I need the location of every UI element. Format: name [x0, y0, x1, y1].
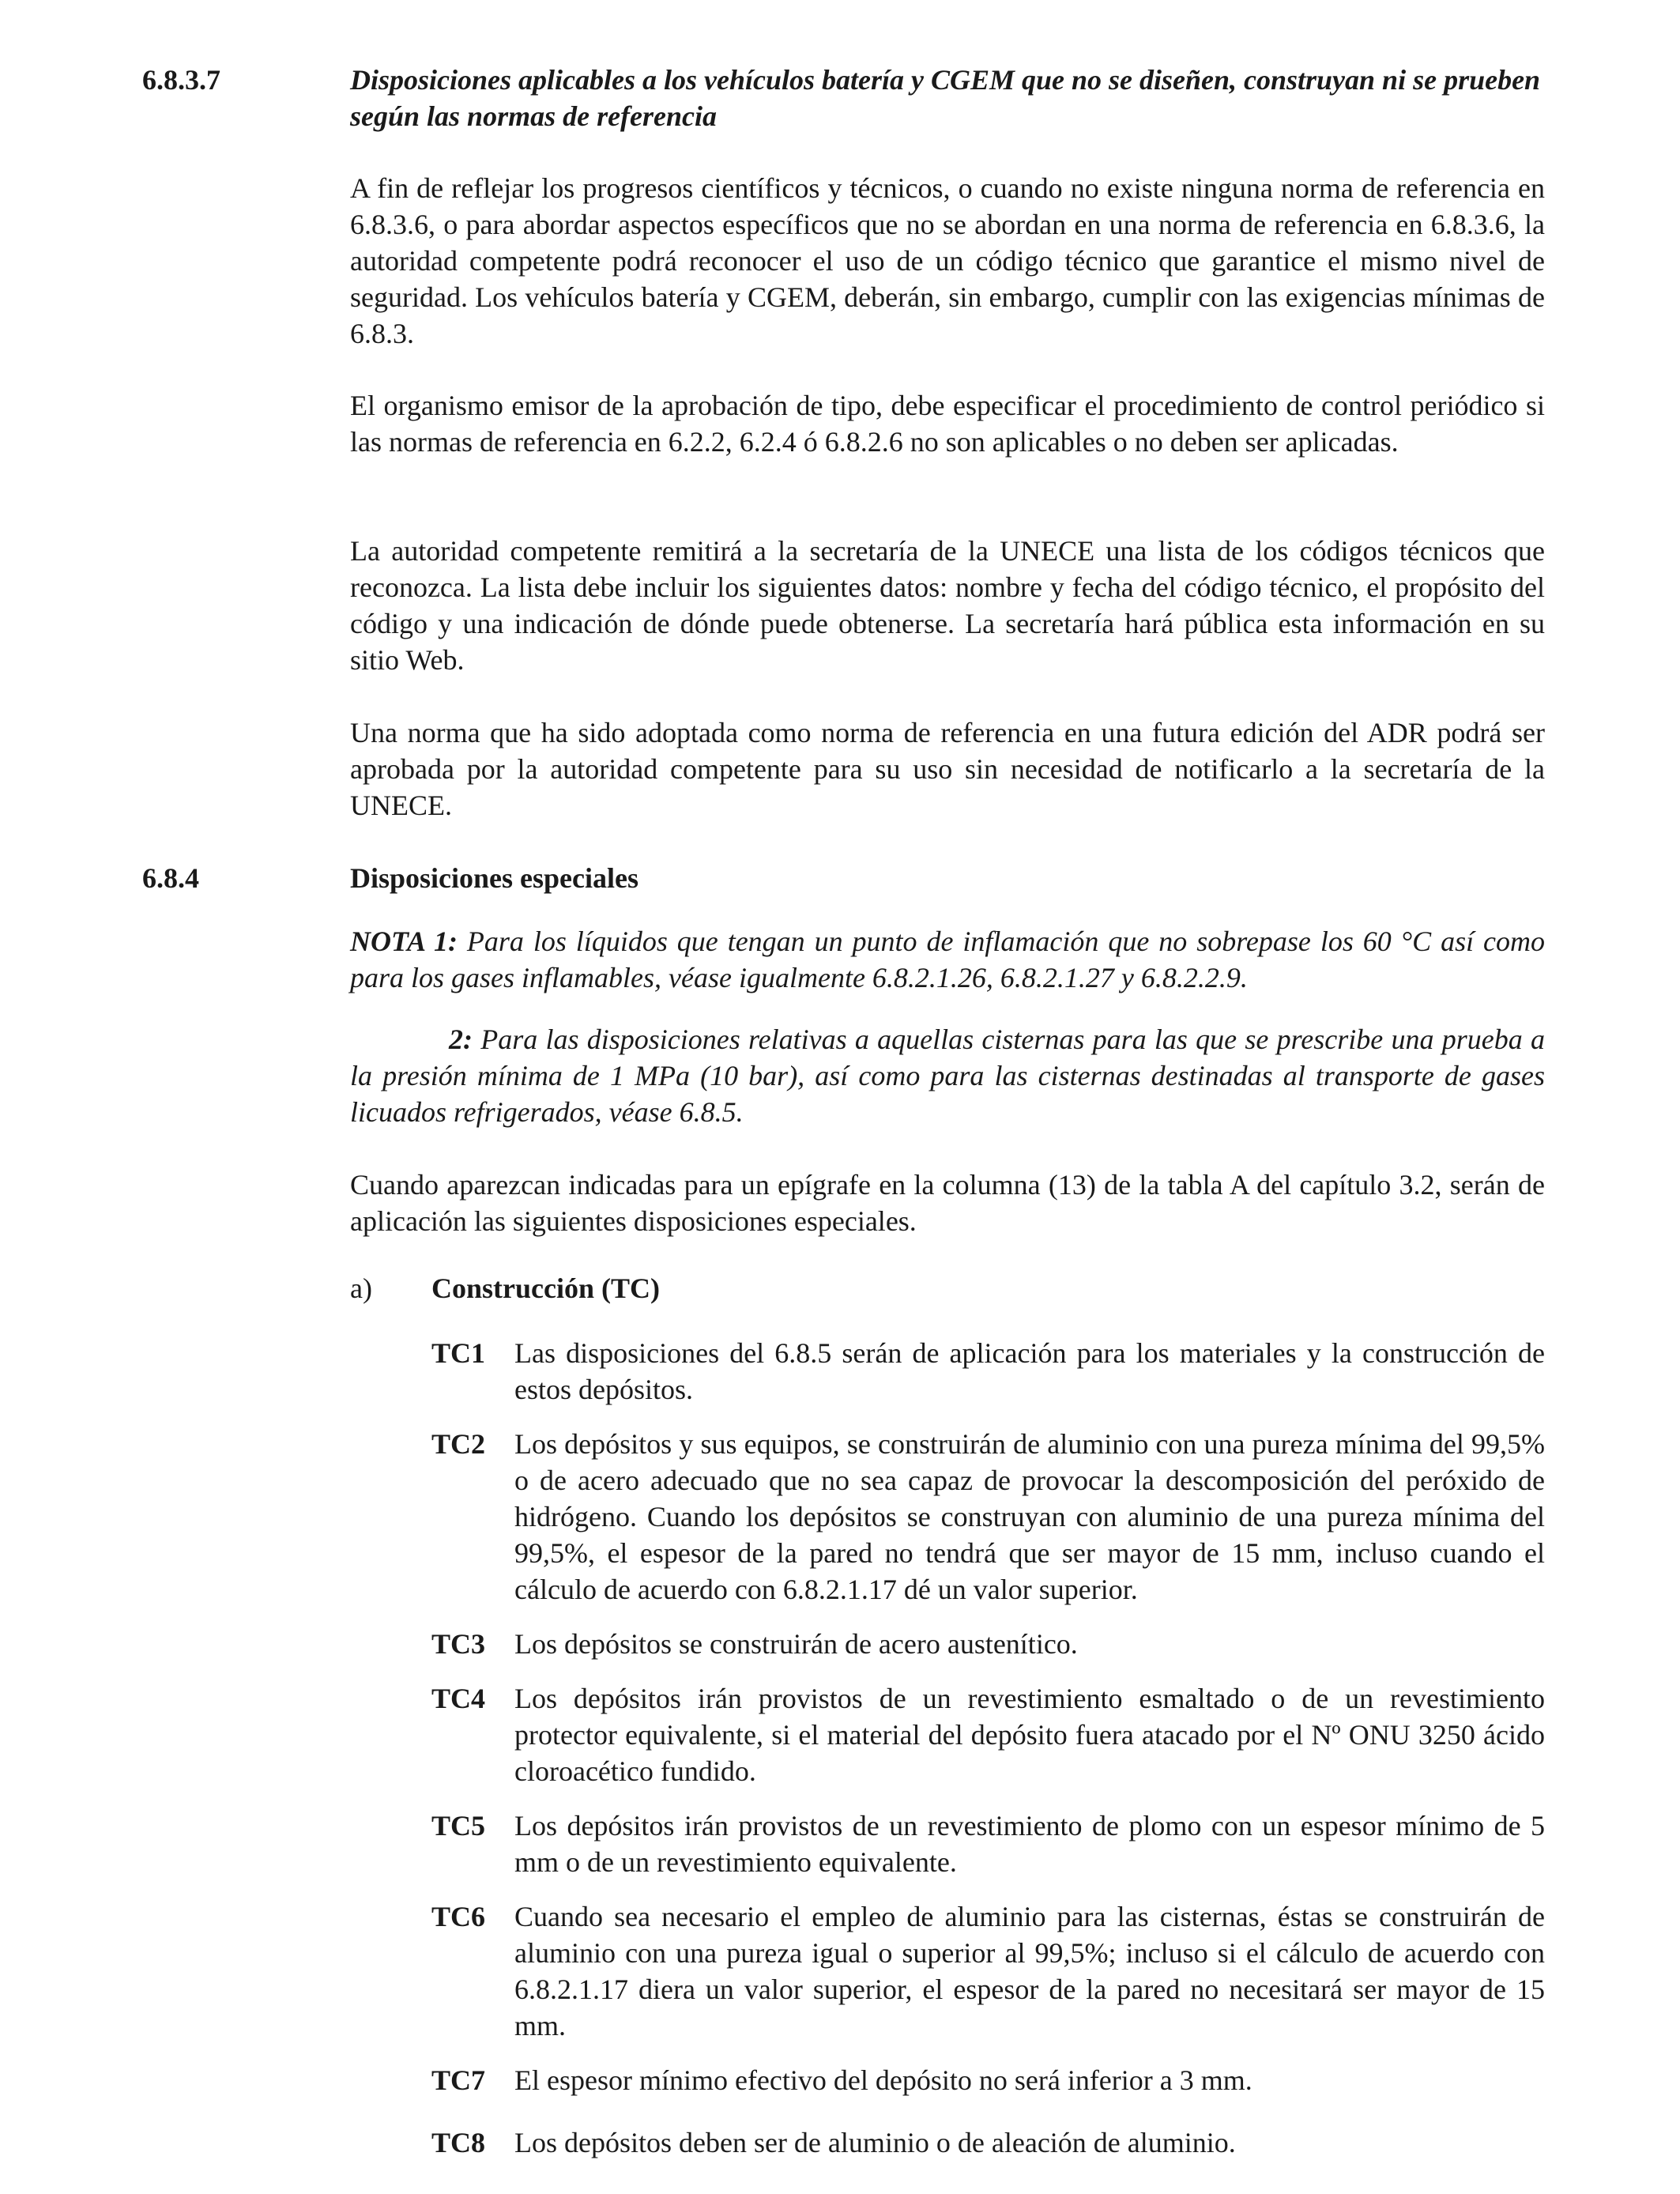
note-2: [350, 1021, 1545, 1130]
tc-code-3: TC3: [431, 1628, 486, 1660]
subsection-title-construccion: Construcción (TC): [431, 1272, 660, 1304]
tc-code-7: TC7: [431, 2064, 486, 2096]
tc-text-6: Cuando sea necesario el empleo de aluminio para las cisternas, éstas se construirán de aluminio con una pureza igual o superior al 99,5%; incluso si el cálculo de acuerdo con 6.8.2.1.17 diera un valor superior, el espesor de la pared no necesitará ser mayor de 15 mm.: [514, 1901, 1545, 2041]
tc-text-5: Los depósitos irán provistos de un revestimiento de plomo con un espesor mínimo de 5 mm o de un revestimiento equivalente.: [514, 1810, 1545, 1878]
note-2-label: 2:: [449, 1023, 473, 1055]
tc-code-2: TC2: [431, 1428, 486, 1460]
tc-text-2: Los depósitos y sus equipos, se construirán de aluminio con una pureza mínima del 99,5% o de acero adecuado que no sea capaz de provocar la descomposición del peróxido de hidrógeno. Cuando los depósitos se construyan con aluminio de una pureza mínima del 99,5%, el espesor de la pared no tendrá que ser mayor de 15 mm, incluso cuando el cálculo de acuerdo con 6.8.2.1.17 dé un valor superior.: [514, 1428, 1545, 1605]
paragraph-6837-3: La autoridad competente remitirá a la secretaría de la UNECE una lista de los códigos técnicos que reconozca. La lista debe incluir los siguientes datos: nombre y fecha del código técnico, el propósito del código y una indicación de dónde puede obtenerse. La secretaría hará pública esta información en su sitio Web.: [350, 535, 1545, 676]
tc-code-6: TC6: [431, 1901, 486, 1932]
tc-text-7: El espesor mínimo efectivo del depósito no será inferior a 3 mm.: [514, 2064, 1252, 2096]
tc-text-1: Las disposiciones del 6.8.5 serán de aplicación para los materiales y la construcción de estos depósitos.: [514, 1337, 1545, 1405]
section-title-6837: Disposiciones aplicables a los vehículos batería y CGEM que no se diseñen, construyan ni se prueben según las normas de referencia: [350, 64, 1541, 132]
section-number-684: 6.8.4: [142, 862, 199, 894]
tc-code-5: TC5: [431, 1810, 486, 1842]
note-1-label: NOTA 1:: [350, 925, 458, 957]
tc-text-4: Los depósitos irán provistos de un revestimiento esmaltado o de un revestimiento protector equivalente, si el material del depósito fuera atacado por el Nº ONU 3250 ácido cloroacético fundido.: [514, 1683, 1545, 1787]
note-2-text: Para las disposiciones relativas a aquellas cisternas para las que se prescribe una prueba a la presión mínima de 1 MPa (10 bar), así como para las cisternas destinadas al transporte de gases licuados refrigerados, véase 6.8.5.: [350, 1023, 1545, 1128]
tc-code-8: TC8: [431, 2127, 486, 2158]
paragraph-6837-1: A fin de reflejar los progresos científicos y técnicos, o cuando no existe ninguna norma de referencia en 6.8.3.6, o para abordar aspectos específicos que no se abordan en una norma de referencia en 6.8.3.6, la autoridad competente podrá reconocer el uso de un código técnico que garantice el mismo nivel de seguridad. Los vehículos batería y CGEM, deberán, sin embargo, cumplir con las exigencias mínimas de 6.8.3.: [350, 172, 1545, 349]
paragraph-6837-4: Una norma que ha sido adoptada como norma de referencia en una futura edición del ADR podrá ser aprobada por la autoridad competente para su uso sin necesidad de notificarlo a la secretaría de la UNECE.: [350, 717, 1545, 821]
note-1: [350, 923, 1545, 996]
section-number-6837: 6.8.3.7: [142, 64, 220, 96]
note-1-text: Para los líquidos que tengan un punto de inflamación que no sobrepase los 60 °C así como para los gases inflamables, véase igualmente 6.8.2.1.26, 6.8.2.1.27 y 6.8.2.2.9.: [350, 925, 1545, 993]
subsection-letter-a: a): [350, 1272, 372, 1304]
paragraph-6837-2: El organismo emisor de la aprobación de tipo, debe especificar el procedimiento de control periódico si las normas de referencia en 6.2.2, 6.2.4 ó 6.8.2.6 no son aplicables o no deben ser aplicadas.: [350, 390, 1545, 458]
tc-code-1: TC1: [431, 1337, 486, 1369]
paragraph-684-intro: Cuando aparezcan indicadas para un epígrafe en la columna (13) de la tabla A del capítulo 3.2, serán de aplicación las siguientes disposiciones especiales.: [350, 1169, 1545, 1237]
tc-code-4: TC4: [431, 1683, 486, 1714]
section-title-684: Disposiciones especiales: [350, 862, 638, 894]
tc-text-3: Los depósitos se construirán de acero austenítico.: [514, 1628, 1078, 1660]
tc-text-8: Los depósitos deben ser de aluminio o de aleación de aluminio.: [514, 2127, 1236, 2158]
